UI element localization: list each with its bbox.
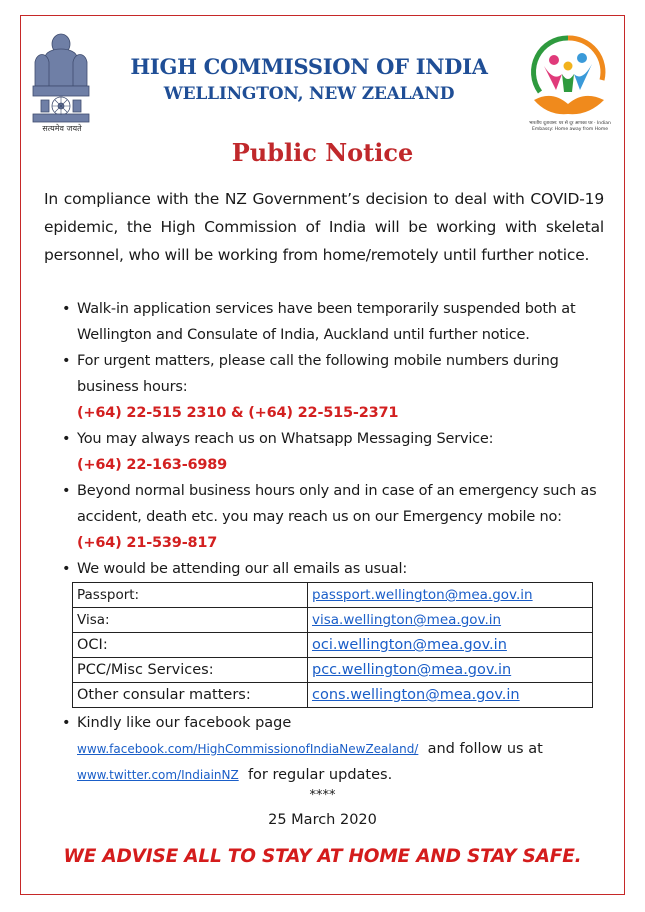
bullet-emergency (62, 478, 602, 556)
email-label: Other consular matters: (73, 683, 308, 708)
notice-title: Public Notice (231, 138, 414, 167)
national-emblem-icon (25, 28, 97, 136)
email-link-visa[interactable] (308, 608, 593, 633)
bullet-emergency-text: Beyond normal business hours only and in case of an emergency such as accident, death etc. you may reach us on our Emergency mobile no: (77, 483, 597, 525)
social-section (62, 710, 602, 788)
twitter-link[interactable]: www.twitter.com/IndiainNZ (77, 768, 239, 782)
stay-safe-advisory: WE ADVISE ALL TO STAY AT HOME AND STAY SAFE. (63, 846, 582, 867)
organisation-location: WELLINGTON, NEW ZEALAND (163, 84, 455, 104)
urgent-phone-numbers: (+64) 22-515 2310 & (+64) 22-515-2371 (77, 405, 399, 421)
bullet-walkin (62, 296, 602, 348)
emergency-number: (+64) 21-539-817 (77, 535, 218, 551)
embassy-care-logo-icon (522, 30, 614, 122)
email-label: Visa: (73, 608, 308, 633)
bullet-urgent (62, 348, 602, 400)
table-row (73, 658, 593, 683)
facebook-link[interactable]: www.facebook.com/HighCommissionofIndiaNewZealand/ (77, 742, 419, 756)
separator-stars: **** (309, 788, 336, 803)
table-row (73, 683, 593, 708)
follow-text: and follow us at (427, 741, 543, 757)
organisation-title: HIGH COMMISSION OF INDIA (130, 54, 488, 79)
social-intro-text: Kindly like our facebook page (77, 715, 292, 731)
emblem-motto: सत्यमेव जयते (42, 124, 82, 133)
whatsapp-number: (+64) 22-163-6989 (77, 457, 228, 473)
notice-intro: In compliance with the NZ Government’s decision to deal with COVID-19 epidemic, the High Commission of India will be working with skeletal personnel, who will be working from home/remotely until further notice. (44, 190, 604, 264)
email-link-oci[interactable] (308, 633, 593, 658)
email-link-passport[interactable] (308, 583, 593, 608)
email-address[interactable]: cons.wellington@mea.gov.in (312, 687, 520, 703)
table-row (73, 608, 593, 633)
table-row (73, 583, 593, 608)
email-label: Passport: (73, 583, 308, 608)
bullet-emails-text: We would be attending our all emails as usual: (77, 561, 408, 577)
email-address[interactable]: passport.wellington@mea.gov.in (312, 587, 533, 603)
bullet-walkin-text: Walk-in application services have been temporarily suspended both at Wellington and Consulate of India, Auckland until further notice. (77, 301, 576, 343)
email-label: PCC/Misc Services: (73, 658, 308, 683)
notice-bullet-list (62, 296, 602, 582)
notice-date: 25 March 2020 (268, 812, 377, 828)
updates-text: for regular updates. (247, 767, 393, 783)
bullet-whatsapp (62, 426, 602, 452)
email-address[interactable]: pcc.wellington@mea.gov.in (312, 662, 512, 678)
email-address[interactable]: visa.wellington@mea.gov.in (312, 612, 502, 628)
logo-tagline: भारतीय दूतावास: घर से दूर आपका घर · Indian Embassy: Home away from Home (529, 121, 611, 132)
email-label: OCI: (73, 633, 308, 658)
email-contacts-table (72, 582, 593, 708)
bullet-whatsapp-text: You may always reach us on Whatsapp Messaging Service: (77, 431, 494, 447)
table-row (73, 633, 593, 658)
bullet-emails (62, 556, 602, 582)
email-link-pcc[interactable] (308, 658, 593, 683)
bullet-urgent-text: For urgent matters, please call the following mobile numbers during business hours: (77, 353, 559, 395)
bullet-social (62, 710, 602, 736)
email-address[interactable]: oci.wellington@mea.gov.in (312, 637, 507, 653)
email-link-cons[interactable] (308, 683, 593, 708)
